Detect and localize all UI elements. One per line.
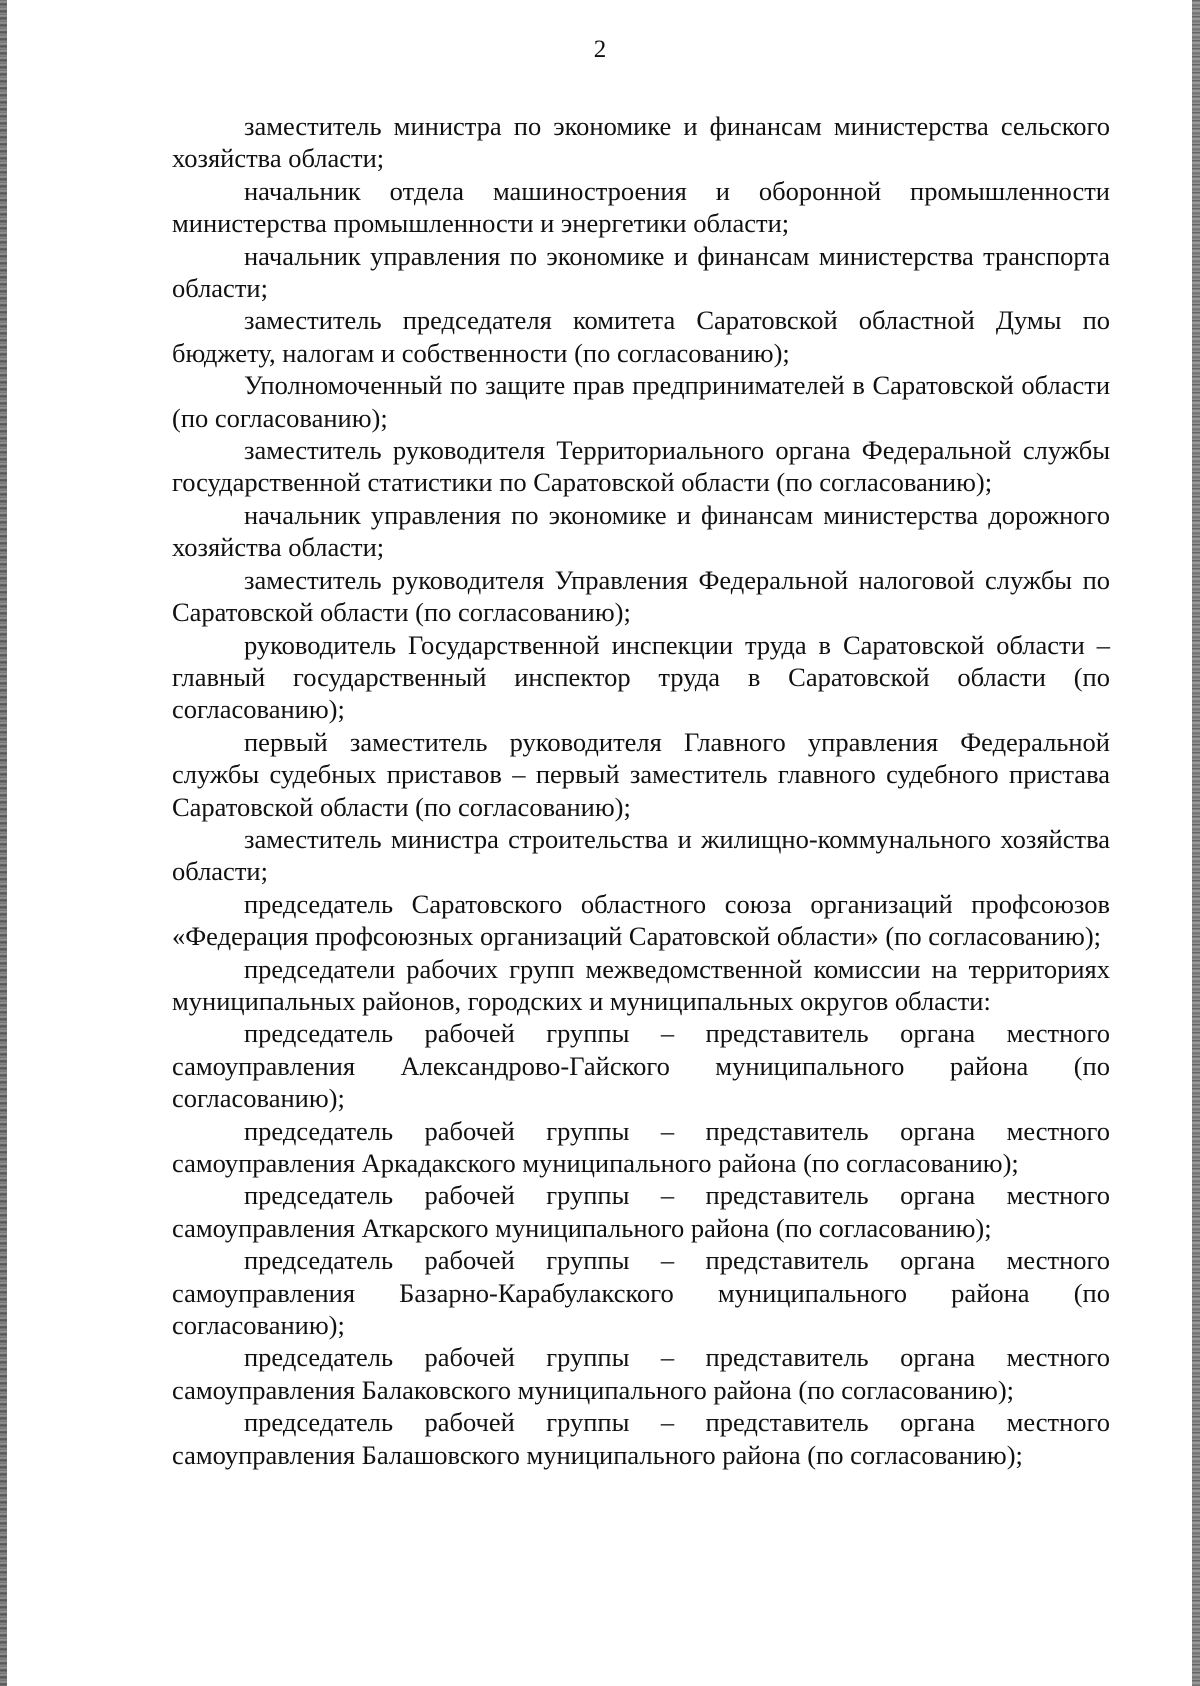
- member-item: заместитель руководителя Территориального органа Федеральной службы государственной статистики по Саратовской области (по согласованию);: [172, 435, 1110, 498]
- member-item: руководитель Государственной инспекции труда в Саратовской области – главный государственный инспектор труда в Саратовской области (по согласованию);: [172, 629, 1110, 725]
- member-item: председатель рабочей группы – представитель органа местного самоуправления Аткарского муниципального района (по согласованию);: [172, 1180, 1110, 1243]
- member-item: председатель рабочей группы – представитель органа местного самоуправления Балашовского муниципального района (по согласованию);: [172, 1407, 1110, 1470]
- member-item: председатель рабочей группы – представитель органа местного самоуправления Александрово-Гайского муниципального района (по согласованию);: [172, 1018, 1110, 1114]
- member-item: начальник управления по экономике и финансам министерства дорожного хозяйства области;: [172, 499, 1110, 563]
- document-body: [172, 110, 1110, 1471]
- member-item: первый заместитель руководителя Главного управления Федеральной службы судебных приставов – первый заместитель главного судебного пристава Саратовской области (по согласованию);: [172, 726, 1110, 822]
- member-item: Уполномоченный по защите прав предпринимателей в Саратовской области (по согласованию);: [172, 370, 1110, 433]
- member-item: заместитель министра строительства и жилищно-коммунального хозяйства области;: [172, 823, 1110, 887]
- member-item: заместитель министра по экономике и финансам министерства сельского хозяйства области;: [172, 111, 1110, 174]
- member-item: председатель рабочей группы – представитель органа местного самоуправления Балаковского муниципального района (по согласованию);: [172, 1342, 1110, 1405]
- member-item: председатель рабочей группы – представитель органа местного самоуправления Аркадакского муниципального района (по согласованию);: [172, 1115, 1110, 1178]
- scan-edge-left: [0, 0, 7, 1686]
- section-intro: председатели рабочих групп межведомственной комиссии на территориях муниципальных районов, городских и муниципальных округов области:: [172, 953, 1110, 1016]
- scan-edge-right: [1192, 0, 1200, 1686]
- member-item: заместитель председателя комитета Саратовской областной Думы по бюджету, налогам и собственности (по согласованию);: [172, 305, 1110, 368]
- member-item: начальник отдела машиностроения и оборонной промышленности министерства промышленности и энергетики области;: [172, 175, 1110, 239]
- member-item: председатель Саратовского областного союза организаций профсоюзов «Федерация профсоюзных организаций Саратовской области» (по согласованию);: [172, 888, 1110, 952]
- member-item: заместитель руководителя Управления Федеральной налоговой службы по Саратовской области (по согласованию);: [172, 564, 1110, 628]
- page-number: 2: [593, 36, 607, 63]
- member-item: начальник управления по экономике и финансам министерства транспорта области;: [172, 240, 1110, 304]
- member-item: председатель рабочей группы – представитель органа местного самоуправления Базарно-Карабулакского муниципального района (по согласованию);: [172, 1245, 1110, 1341]
